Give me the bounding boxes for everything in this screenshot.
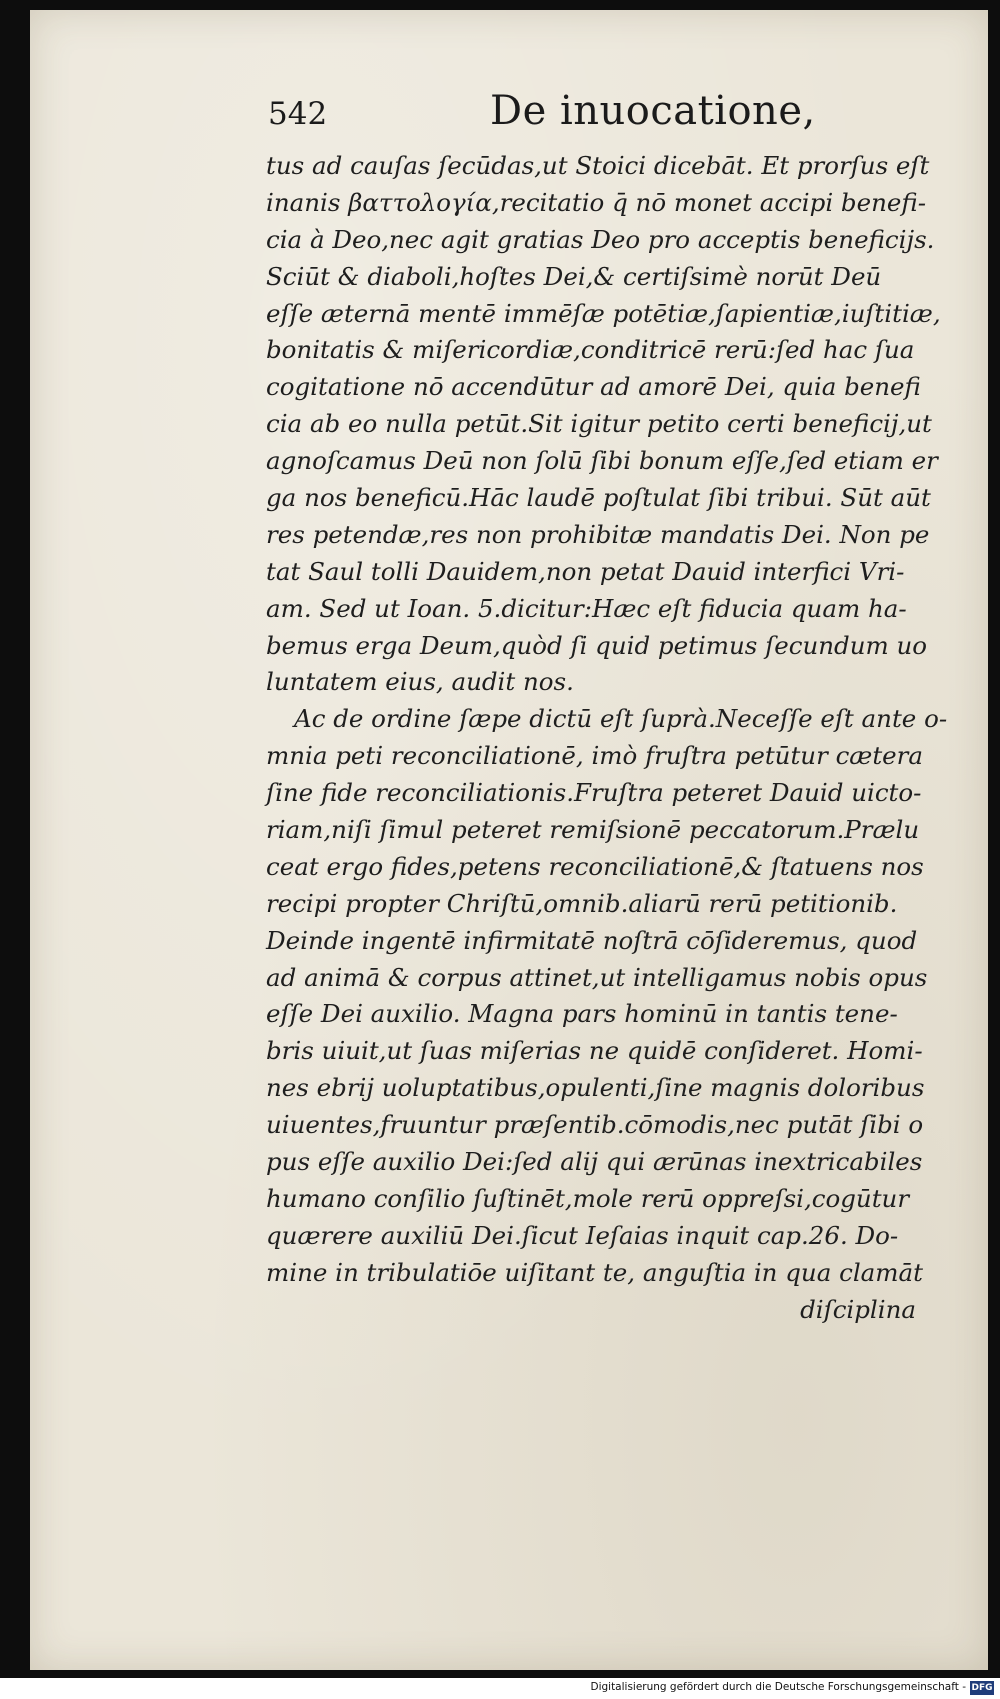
text-line: eſſe Dei auxilio. Magna pars hominū in tantis tene- [266, 999, 898, 1029]
text-line: cia ab eo nulla petūt.Sit igitur petito certi beneficij,ut [266, 409, 932, 439]
footer-bar [0, 1678, 1000, 1699]
text-line: eſſe æternā mentē immēſæ potētiæ,ſapientiæ,iuſtitiæ, [266, 298, 941, 328]
page-header [30, 88, 988, 148]
text-line: mine in tribulatiōe uiſitant te, anguſtia in qua clamāt [266, 1257, 923, 1287]
text-line: uiuentes,fruuntur præſentib.cōmodis,nec putāt ſibi o [266, 1110, 924, 1140]
paragraph-start-line: Ac de ordine ſæpe dictū eſt ſuprà.Neceſſe eſt ante o- [294, 704, 948, 734]
text-line: Deinde ingentē infirmitatē noſtrā cōſideremus, quod [266, 925, 918, 955]
book-page [30, 10, 988, 1670]
text-line: bonitatis & miſericordiæ,conditricē rerū:ſed hac ſua [266, 335, 915, 365]
funding-notice: Digitalisierung gefördert durch die Deutsche Forschungsgemeinschaft - [590, 1681, 966, 1693]
text-line: agnoſcamus Deū non ſolū ſibi bonum eſſe,ſed etiam er [266, 446, 938, 476]
text-line: pus eſſe auxilio Dei:ſed alij qui ærūnas inextricabiles [266, 1147, 923, 1177]
text-line: recipi propter Chriſtū,omnib.aliarū rerū petitionib. [266, 888, 898, 918]
text-line: tus ad cauſas ſecūdas,ut Stoici dicebāt. Et prorſus eſt [266, 151, 930, 180]
text-line: inanis βαττολογία,recitatio q̄ nō monet accipi benefi- [266, 187, 927, 217]
text-line: bris uiuit,ut ſuas miſerias ne quidē conſideret. Homi- [266, 1036, 923, 1066]
text-line: cogitatione nō accendūtur ad amorē Dei, quia benefi [266, 372, 921, 402]
text-line: Sciūt & diaboli,hoſtes Dei,& certiſsimè norūt Deū [266, 261, 882, 291]
page-number: 542 [268, 96, 328, 132]
text-line: humano conſilio ſuſtinēt,mole rerū oppreſsi,cogūtur [266, 1183, 910, 1213]
catchword: diſciplina [800, 1294, 916, 1324]
text-line: am. Sed ut Ioan. 5.dicitur:Hæc eſt fiducia quam ha- [266, 593, 907, 623]
running-head: De inuocatione, [490, 88, 816, 134]
text-line: ceat ergo fides,petens reconciliationē,& ſtatuens nos [266, 851, 924, 881]
dfg-logo-icon: DFG [971, 1683, 993, 1693]
text-line: bemus erga Deum,quòd ſi quid petimus ſecundum uo [266, 630, 928, 660]
text-line: ſine fide reconciliationis.Fruſtra peteret Dauid uicto- [266, 778, 922, 808]
text-line: res petendæ,res non prohibitæ mandatis Dei. Non pe [266, 519, 930, 549]
text-line: quærere auxiliū Dei.ſicut Ieſaias inquit cap.26. Do- [266, 1220, 899, 1250]
text-line: ad animā & corpus attinet,ut intelligamus nobis opus [266, 962, 928, 992]
text-line: tat Saul tolli Dauidem,non petat Dauid interfici Vri- [266, 556, 905, 586]
text-line: riam,niſi ſimul peteret remiſsionē peccatorum.Prælu [266, 815, 920, 845]
body-text [266, 148, 956, 1329]
text-line: mnia peti reconciliationē, imò fruſtra petūtur cætera [266, 741, 924, 771]
text-line: ga nos beneficū.Hāc laudē poſtulat ſibi tribui. Sūt aūt [266, 483, 931, 513]
text-line: luntatem eius, audit nos. [266, 667, 574, 697]
text-line: cia à Deo,nec agit gratias Deo pro acceptis beneficijs. [266, 224, 935, 254]
text-line: nes ebrij uoluptatibus,opulenti,ſine magnis doloribus [266, 1073, 925, 1103]
